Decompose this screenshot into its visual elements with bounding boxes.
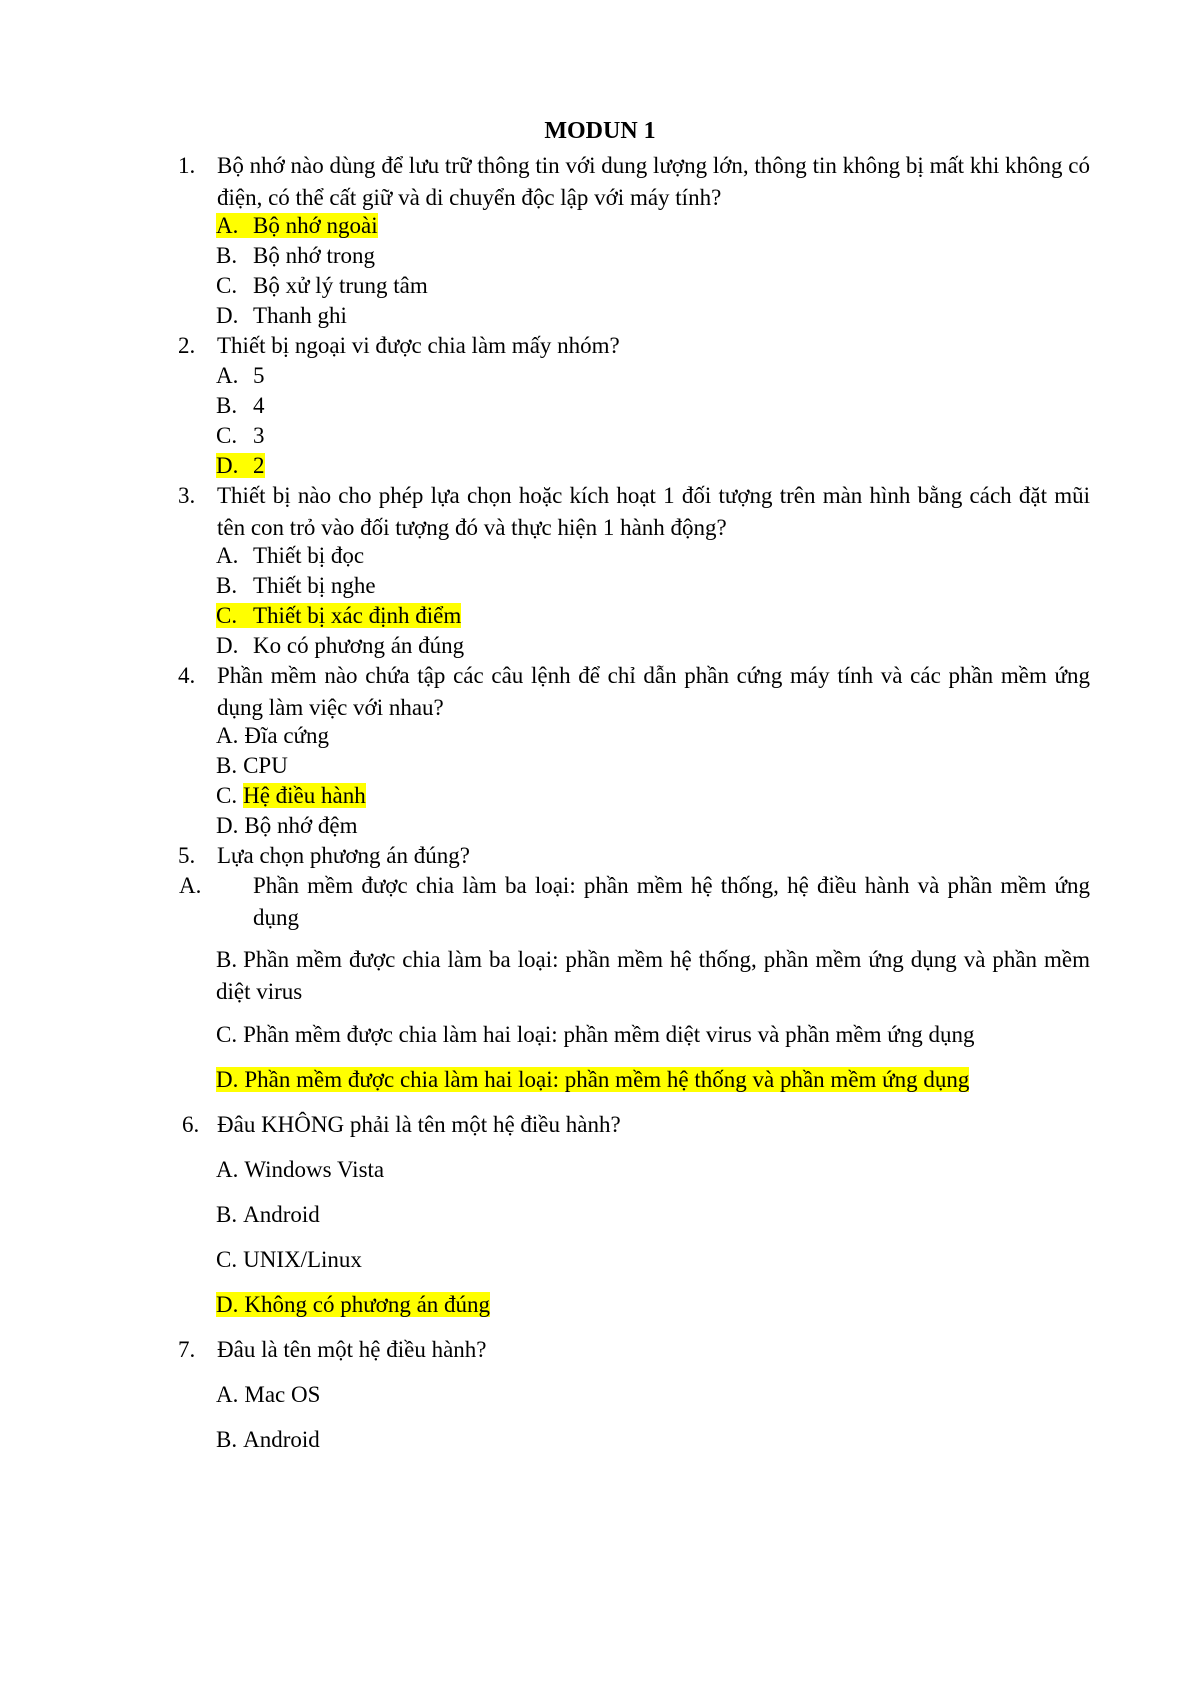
option-letter: A.: [216, 363, 239, 388]
option-text: Bộ nhớ đệm: [244, 813, 358, 838]
option-letter: B.: [216, 1202, 238, 1227]
option-letter: D.: [216, 1067, 239, 1092]
option-text: Đĩa cứng: [244, 723, 330, 748]
option-3a: [216, 540, 1090, 572]
option-5c: [216, 1019, 1090, 1051]
option-3c: [216, 600, 1090, 632]
option-text: Thiết bị xác định điểm: [253, 603, 462, 628]
question-number: 5.: [178, 843, 196, 868]
option-text: Thiết bị nghe: [253, 573, 376, 598]
option-text: 4: [253, 393, 265, 418]
option-4a: [216, 720, 1090, 752]
option-text: Phần mềm được chia làm ba loại: phần mềm hệ thống, phần mềm ứng dụng và phần mềm diệt virus: [216, 947, 1090, 1004]
question-number: 2.: [178, 333, 196, 358]
option-1a: [216, 210, 1090, 242]
option-letter: C.: [216, 1247, 238, 1272]
option-text: Android: [243, 1427, 320, 1452]
option-text: Bộ xử lý trung tâm: [253, 273, 428, 298]
option-letter: B.: [216, 393, 238, 418]
question-2: [178, 330, 1090, 362]
option-text: Phần mềm được chia làm ba loại: phần mềm hệ thống, hệ điều hành và phần mềm ứng dụng: [253, 873, 1090, 930]
option-2b: [216, 390, 1090, 422]
option-4c: [216, 780, 1090, 812]
option-text: 3: [253, 423, 265, 448]
option-5a: [179, 870, 1090, 934]
option-text: Phần mềm được chia làm hai loại: phần mềm diệt virus và phần mềm ứng dụng: [243, 1022, 975, 1047]
option-6a: [216, 1154, 1090, 1186]
option-4b: [216, 750, 1090, 782]
question-text: Phần mềm nào chứa tập các câu lệnh để chỉ dẫn phần cứng máy tính và các phần mềm ứng dụng làm việc với nhau?: [217, 663, 1090, 720]
question-text: Lựa chọn phương án đúng?: [217, 843, 470, 868]
option-text: 2: [253, 453, 265, 478]
question-text: Bộ nhớ nào dùng để lưu trữ thông tin với dung lượng lớn, thông tin không bị mất khi không có điện, có thể cất giữ và di chuyển độc lập với máy tính?: [217, 153, 1090, 210]
option-text: Hệ điều hành: [243, 783, 366, 808]
option-letter: A.: [216, 543, 239, 568]
option-letter: D.: [216, 813, 239, 838]
option-text: CPU: [243, 753, 288, 778]
question-text: Đâu là tên một hệ điều hành?: [217, 1337, 487, 1362]
option-text: Bộ nhớ trong: [253, 243, 376, 268]
option-6c: [216, 1244, 1090, 1276]
question-6: [182, 1109, 1094, 1141]
option-letter: D.: [216, 453, 239, 478]
option-6b: [216, 1199, 1090, 1231]
option-3d: [216, 630, 1090, 662]
option-letter: C.: [216, 783, 238, 808]
option-text: Mac OS: [244, 1382, 321, 1407]
question-1: [178, 150, 1090, 214]
option-5b: [216, 944, 1090, 1008]
option-letter: B.: [216, 1427, 238, 1452]
option-1b: [216, 240, 1090, 272]
option-7b: [216, 1424, 1090, 1456]
option-2c: [216, 420, 1090, 452]
page-title: MODUN 1: [544, 118, 656, 144]
question-number: 1.: [178, 153, 196, 178]
option-1c: [216, 270, 1090, 302]
question-number: 7.: [178, 1337, 196, 1362]
option-2d: [216, 450, 1090, 482]
question-5: [178, 840, 1090, 872]
question-text: Thiết bị nào cho phép lựa chọn hoặc kích hoạt 1 đối tượng trên màn hình bằng cách đặt mũi tên con trỏ vào đối tượng đó và thực hiện 1 hành động?: [217, 483, 1090, 540]
option-letter: B.: [216, 753, 238, 778]
option-text: Ko có phương án đúng: [253, 633, 465, 658]
option-text: Thanh ghi: [253, 303, 347, 328]
option-4d: [216, 810, 1090, 842]
option-letter: A.: [216, 723, 239, 748]
option-text: Phần mềm được chia làm hai loại: phần mềm hệ thống và phần mềm ứng dụng: [244, 1067, 970, 1092]
option-text: Thiết bị đọc: [253, 543, 365, 568]
option-letter: D.: [216, 1292, 239, 1317]
option-letter: A.: [216, 213, 239, 238]
question-3: [178, 480, 1090, 544]
question-4: [178, 660, 1090, 724]
option-letter: A.: [216, 1157, 239, 1182]
option-text: 5: [253, 363, 265, 388]
option-letter: B.: [216, 947, 238, 972]
option-3b: [216, 570, 1090, 602]
option-letter: D.: [216, 303, 239, 328]
option-letter: A.: [216, 1382, 239, 1407]
option-letter: B.: [216, 243, 238, 268]
option-letter: B.: [216, 573, 238, 598]
question-text: Thiết bị ngoại vi được chia làm mấy nhóm?: [217, 333, 620, 358]
option-text: Không có phương án đúng: [244, 1292, 491, 1317]
option-letter: C.: [216, 1022, 238, 1047]
option-6d: [216, 1289, 1090, 1321]
question-7: [178, 1334, 1090, 1366]
option-letter: C.: [216, 273, 238, 298]
option-7a: [216, 1379, 1090, 1411]
option-text: Bộ nhớ ngoài: [253, 213, 378, 238]
option-text: Windows Vista: [244, 1157, 385, 1182]
question-number: 6.: [182, 1112, 200, 1137]
option-2a: [216, 360, 1090, 392]
option-letter: C.: [216, 603, 238, 628]
question-text: Đâu KHÔNG phải là tên một hệ điều hành?: [217, 1112, 621, 1137]
option-text: UNIX/Linux: [243, 1247, 362, 1272]
option-text: Android: [243, 1202, 320, 1227]
option-1d: [216, 300, 1090, 332]
option-5d: [216, 1064, 1090, 1096]
question-number: 4.: [178, 663, 196, 688]
option-letter: D.: [216, 633, 239, 658]
option-letter: C.: [216, 423, 238, 448]
question-number: 3.: [178, 483, 196, 508]
option-letter: A.: [179, 873, 202, 898]
